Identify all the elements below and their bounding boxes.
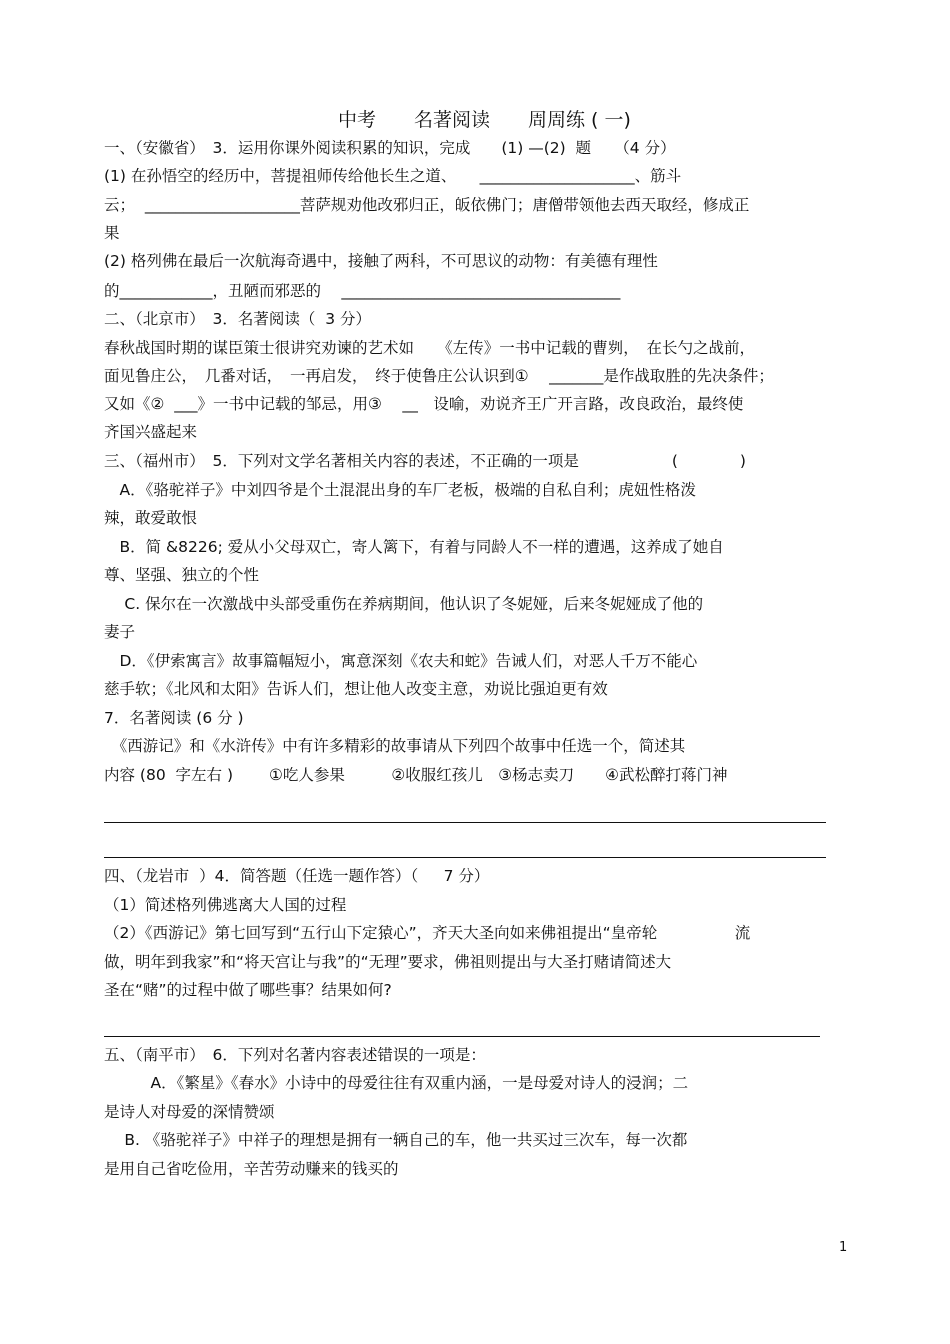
text-line: 《西游记》和《水浒传》中有许多精彩的故事请从下列四个故事中任选一个，简述其: [104, 737, 686, 755]
text-line: 一、（安徽省） 3．运用你课外阅读积累的知识，完成 (1) —(2) 题 （4 分）: [104, 139, 676, 157]
page-number: 1: [839, 1240, 848, 1255]
answer-line: [104, 1036, 820, 1037]
answer-line: [104, 857, 826, 858]
text-line: 是用自己省吃俭用，辛苦劳动赚来的钱买的: [104, 1160, 399, 1178]
text-line: 五、（南平市） 6．下列对名著内容表述错误的一项是：: [104, 1046, 486, 1064]
text-line: D．《伊索寓言》故事篇幅短小，寓意深刻《农夫和蛇》告诫人们，对恶人千万不能心: [104, 652, 698, 670]
text-line: A．《繁星》《春水》小诗中的母爱往往有双重内涵，一是母爱对诗人的浸润；二: [104, 1074, 689, 1092]
text-line: 四、（龙岩市 ）4．简答题（任选一题作答）（ 7 分）: [104, 867, 490, 885]
text-line: 果: [104, 224, 120, 242]
text-line: 又如《② ___》一书中记载的邹忌，用③ __ 设喻，劝说齐王广开言路，改良政治，最终使: [104, 395, 744, 413]
text-line: 尊、坚强、独立的个性: [104, 566, 260, 584]
text-line: 春秋战国时期的谋臣策士很讲究劝谏的艺术如 《左传》一书中记载的曹刿， 在长勺之战前，: [104, 339, 756, 357]
text-line: 7．名著阅读 (6 分 ): [104, 709, 244, 727]
text-line: B．简 &8226; 爱从小父母双亡，寄人篱下，有着与同龄人不一样的遭遇，这养成了她自: [104, 538, 724, 556]
text-line: 内容 (80 字左右 ) ①吃人参果 ②收服红孩儿 ③杨志卖刀 ④武松醉打蒋门神: [104, 766, 728, 784]
text-line: 圣在“赌”的过程中做了哪些事？结果如何?: [104, 981, 392, 999]
text-line: A．《骆驼祥子》中刘四爷是个土混混出身的车厂老板，极端的自私自利；虎妞性格泼: [104, 481, 696, 499]
text-line: 是诗人对母爱的深情赞颂: [104, 1103, 275, 1121]
text-line: 云； ____________________菩萨规劝他改邪归正，皈依佛门；唐僧带领他去西天取经，修成正: [104, 196, 750, 214]
text-line: B. 《骆驼祥子》中祥子的理想是拥有一辆自己的车，他一共买过三次车，每一次都: [104, 1131, 688, 1149]
text-line: C. 保尔在一次激战中头部受重伤在养病期间，他认识了冬妮娅，后来冬妮娅成了他的: [104, 595, 704, 613]
text-line: 的____________，丑陋而邪恶的 ____________________________________: [104, 282, 621, 300]
text-line: 齐国兴盛起来: [104, 423, 198, 441]
answer-line: [104, 822, 826, 823]
text-line: 慈手软；《北风和太阳》告诉人们，想让他人改变主意，劝说比强迫更有效: [104, 680, 608, 698]
text-line: 面见鲁庄公， 几番对话， 一再启发， 终于使鲁庄公认识到① _______是作战取胜的先决条件；: [104, 367, 774, 385]
text-line: (1) 在孙悟空的经历中，菩提祖师传给他长生之道、 ____________________、筋斗: [104, 167, 682, 185]
text-line: （2）《西游记》第七回写到“五行山下定猿心”，齐天大圣向如来佛祖提出“皇帝轮 流: [104, 924, 751, 942]
text-line: 三、（福州市） 5．下列对文学名著相关内容的表述，不正确的一项是 ( ): [104, 452, 746, 470]
text-line: 做，明年到我家”和“将天宫让与我”的“无理”要求，佛祖则提出与大圣打赌请简述大: [104, 953, 672, 971]
text-line: (2) 格列佛在最后一次航海奇遇中，接触了两科，不可思议的动物：有美德有理性: [104, 252, 658, 270]
text-line: 辣，敢爱敢恨: [104, 509, 198, 527]
text-line: 妻子: [104, 623, 136, 641]
page-title: 中考 名著阅读 周周练 ( 一): [338, 109, 631, 131]
text-line: （1）简述格列佛逃离大人国的过程: [104, 896, 347, 914]
text-line: 二、（北京市） 3．名著阅读（ 3 分）: [104, 310, 372, 328]
